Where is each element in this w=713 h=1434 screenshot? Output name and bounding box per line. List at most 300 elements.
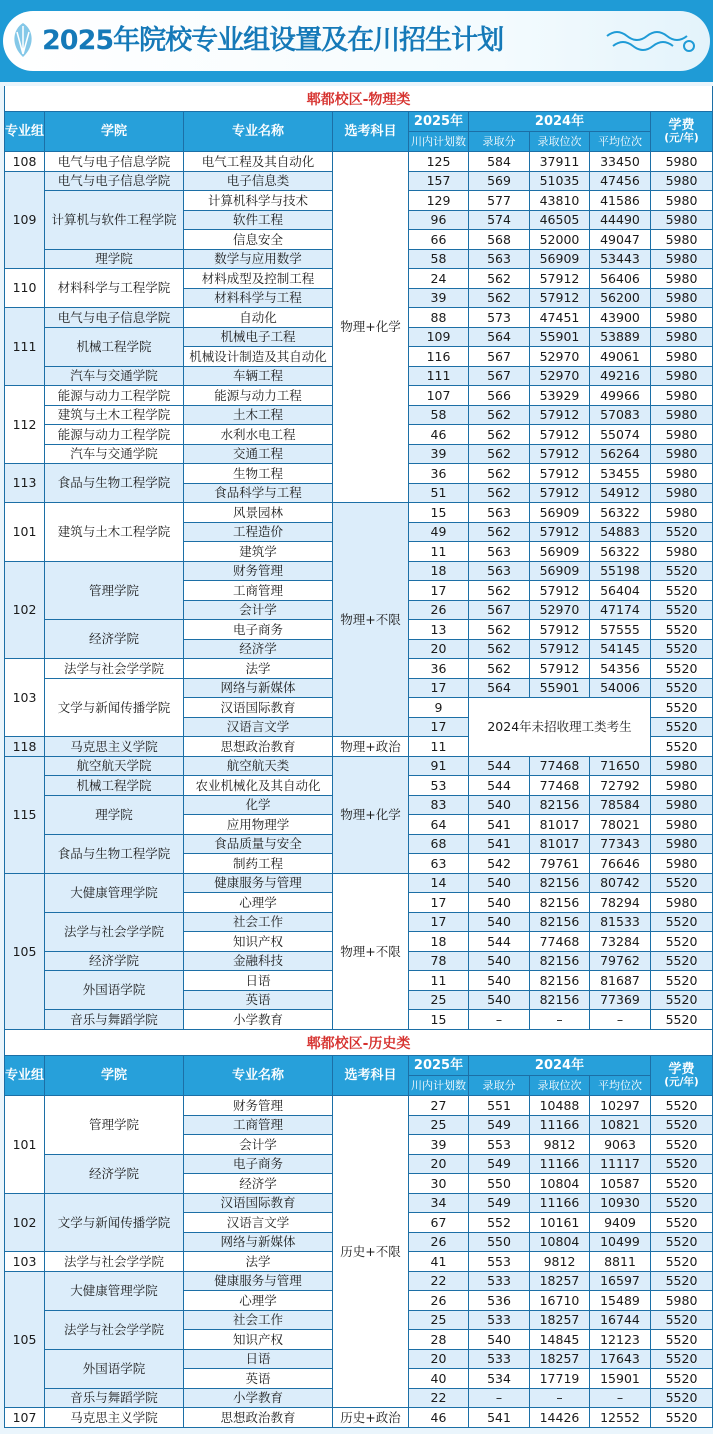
min-score: 562 [469, 406, 530, 425]
plan-count: 22 [409, 1272, 469, 1291]
title-banner [0, 0, 713, 82]
header-rank: 录取位次 [530, 132, 590, 152]
tuition-fee: 5980 [651, 445, 713, 464]
tuition-fee: 5520 [651, 1096, 713, 1116]
major-name: 制药工程 [184, 854, 333, 874]
average-rank: 78021 [590, 815, 651, 835]
min-rank: 57912 [530, 581, 590, 601]
college-name: 经济学院 [45, 1155, 184, 1194]
major-name: 车辆工程 [184, 367, 333, 386]
tuition-fee: 5980 [651, 191, 713, 211]
college-name: 机械工程学院 [45, 328, 184, 367]
major-name: 电子商务 [184, 620, 333, 640]
tuition-fee: 5520 [651, 932, 713, 952]
college-name: 食品与生物工程学院 [45, 464, 184, 503]
major-name: 电子信息类 [184, 172, 333, 191]
min-rank: 57912 [530, 484, 590, 503]
major-name: 会计学 [184, 1135, 333, 1155]
min-score: 562 [469, 445, 530, 464]
header-plan: 川内计划数 [409, 1076, 469, 1096]
college-name: 材料科学与工程学院 [45, 269, 184, 308]
average-rank: 71650 [590, 757, 651, 776]
min-rank: 79761 [530, 854, 590, 874]
major-name: 日语 [184, 1350, 333, 1369]
average-rank: 57555 [590, 620, 651, 640]
college-name: 法学与社会学学院 [45, 913, 184, 952]
major-name: 能源与动力工程 [184, 386, 333, 406]
plan-count: 17 [409, 913, 469, 932]
plan-count: 26 [409, 1233, 469, 1252]
average-rank: 10297 [590, 1096, 651, 1116]
tuition-fee: 5520 [651, 737, 713, 757]
plan-count: 83 [409, 796, 469, 815]
header-college: 学院 [45, 112, 184, 152]
college-name: 计算机与软件工程学院 [45, 191, 184, 250]
major-name: 软件工程 [184, 211, 333, 230]
min-rank: 57912 [530, 640, 590, 659]
college-name: 法学与社会学学院 [45, 1311, 184, 1350]
fee-unit: (元/年) [664, 1075, 699, 1088]
average-rank: 47174 [590, 601, 651, 620]
college-name: 管理学院 [45, 562, 184, 620]
major-name: 农业机械化及其自动化 [184, 776, 333, 796]
average-rank: 16597 [590, 1272, 651, 1291]
min-rank: 57912 [530, 289, 590, 308]
group-code: 102 [4, 562, 45, 659]
average-rank: 77343 [590, 835, 651, 854]
min-score: 562 [469, 289, 530, 308]
tuition-fee: 5980 [651, 347, 713, 367]
major-name: 生物工程 [184, 464, 333, 484]
plan-count: 15 [409, 1010, 469, 1030]
min-score: 574 [469, 211, 530, 230]
min-score: 562 [469, 659, 530, 679]
min-rank: 57912 [530, 445, 590, 464]
min-score: 563 [469, 503, 530, 523]
major-name: 会计学 [184, 601, 333, 620]
major-name: 交通工程 [184, 445, 333, 464]
subject-requirement: 物理+化学 [333, 152, 409, 503]
tuition-fee: 5980 [651, 815, 713, 835]
tuition-fee: 5980 [651, 328, 713, 347]
major-name: 社会工作 [184, 913, 333, 932]
plan-count: 28 [409, 1330, 469, 1350]
tuition-fee: 5980 [651, 484, 713, 503]
min-rank: 16710 [530, 1291, 590, 1311]
min-rank: 57912 [530, 269, 590, 289]
average-rank: 73284 [590, 932, 651, 952]
min-rank: 55901 [530, 328, 590, 347]
major-name: 健康服务与管理 [184, 1272, 333, 1291]
major-name: 知识产权 [184, 932, 333, 952]
header-2025: 2025年 [409, 112, 469, 132]
min-score: 540 [469, 1330, 530, 1350]
min-score: 568 [469, 230, 530, 250]
average-rank: 15489 [590, 1291, 651, 1311]
min-score: 540 [469, 874, 530, 893]
college-name: 能源与动力工程学院 [45, 386, 184, 406]
subject-requirement: 物理+政治 [333, 737, 409, 757]
average-rank: 56406 [590, 269, 651, 289]
college-name: 能源与动力工程学院 [45, 425, 184, 445]
college-name: 大健康管理学院 [45, 874, 184, 913]
college-name: 电气与电子信息学院 [45, 308, 184, 328]
plan-count: 17 [409, 718, 469, 737]
min-rank: 56909 [530, 562, 590, 581]
min-rank: 57912 [530, 620, 590, 640]
major-name: 汉语言文学 [184, 1213, 333, 1233]
plan-count: 109 [409, 328, 469, 347]
group-code: 115 [4, 757, 45, 874]
tuition-fee: 5520 [651, 1155, 713, 1174]
plan-count: 111 [409, 367, 469, 386]
average-rank: 11117 [590, 1155, 651, 1174]
tuition-fee: 5980 [651, 854, 713, 874]
major-name: 健康服务与管理 [184, 874, 333, 893]
header-group: 专业组 [4, 112, 45, 152]
header-avg-rank: 平均位次 [590, 132, 651, 152]
min-rank: 10488 [530, 1096, 590, 1116]
tuition-fee: 5980 [651, 757, 713, 776]
college-name: 电气与电子信息学院 [45, 152, 184, 172]
major-name: 机械电子工程 [184, 328, 333, 347]
min-rank: 77468 [530, 757, 590, 776]
plan-count: 39 [409, 289, 469, 308]
min-rank: 14426 [530, 1408, 590, 1428]
min-rank: 47451 [530, 308, 590, 328]
average-rank: 47456 [590, 172, 651, 191]
min-score: 562 [469, 523, 530, 542]
tuition-fee: 5980 [651, 835, 713, 854]
major-name: 经济学 [184, 640, 333, 659]
plan-count: 40 [409, 1369, 469, 1389]
tuition-fee: 5520 [651, 562, 713, 581]
min-score: – [469, 1010, 530, 1030]
min-rank: 82156 [530, 913, 590, 932]
min-score: 540 [469, 796, 530, 815]
average-rank: 49216 [590, 367, 651, 386]
college-name: 经济学院 [45, 620, 184, 659]
college-name: 外国语学院 [45, 1350, 184, 1389]
tuition-fee: 5520 [651, 1233, 713, 1252]
header-fee [651, 1056, 713, 1096]
average-rank: 54912 [590, 484, 651, 503]
plan-count: 24 [409, 269, 469, 289]
average-rank: 56322 [590, 503, 651, 523]
subject-requirement: 物理+化学 [333, 757, 409, 874]
major-name: 网络与新媒体 [184, 1233, 333, 1252]
tuition-fee: 5520 [651, 971, 713, 991]
min-score: – [469, 1389, 530, 1408]
college-name: 马克思主义学院 [45, 737, 184, 757]
average-rank: 43900 [590, 308, 651, 328]
college-name: 法学与社会学学院 [45, 1252, 184, 1272]
tuition-fee: 5520 [651, 874, 713, 893]
min-rank: 77468 [530, 932, 590, 952]
average-rank: 17643 [590, 1350, 651, 1369]
plan-count: 88 [409, 308, 469, 328]
group-code: 102 [4, 1194, 45, 1252]
average-rank: – [590, 1010, 651, 1030]
plan-count: 14 [409, 874, 469, 893]
min-score: 553 [469, 1252, 530, 1272]
tuition-fee: 5520 [651, 1369, 713, 1389]
tuition-fee: 5520 [651, 620, 713, 640]
plan-count: 39 [409, 445, 469, 464]
tuition-fee: 5520 [651, 1116, 713, 1135]
min-score: 584 [469, 152, 530, 172]
header-rank: 录取位次 [530, 1076, 590, 1096]
major-name: 思想政治教育 [184, 1408, 333, 1428]
average-rank: 77369 [590, 991, 651, 1010]
tuition-fee: 5520 [651, 1389, 713, 1408]
average-rank: 56404 [590, 581, 651, 601]
header-major: 专业名称 [184, 1056, 333, 1096]
fee-unit: (元/年) [664, 131, 699, 144]
tuition-fee: 5980 [651, 269, 713, 289]
college-name: 汽车与交通学院 [45, 445, 184, 464]
group-code: 101 [4, 1096, 45, 1194]
college-name: 管理学院 [45, 1096, 184, 1155]
plan-count: 15 [409, 503, 469, 523]
min-rank: 10804 [530, 1233, 590, 1252]
college-name: 航空航天学院 [45, 757, 184, 776]
min-rank: 10161 [530, 1213, 590, 1233]
average-rank: – [590, 1389, 651, 1408]
plan-count: 58 [409, 406, 469, 425]
group-code: 108 [4, 152, 45, 172]
min-rank: 82156 [530, 971, 590, 991]
average-rank: 44490 [590, 211, 651, 230]
average-rank: 79762 [590, 952, 651, 971]
average-rank: 78584 [590, 796, 651, 815]
major-name: 社会工作 [184, 1311, 333, 1330]
average-rank: 54883 [590, 523, 651, 542]
major-name: 财务管理 [184, 1096, 333, 1116]
min-score: 540 [469, 913, 530, 932]
header-group: 专业组 [4, 1056, 45, 1096]
min-score: 552 [469, 1213, 530, 1233]
tuition-fee: 5520 [651, 698, 713, 718]
min-rank: 37911 [530, 152, 590, 172]
header-score: 录取分 [469, 1076, 530, 1096]
average-rank: 49061 [590, 347, 651, 367]
group-code: 105 [4, 1272, 45, 1408]
header-2025: 2025年 [409, 1056, 469, 1076]
major-name: 食品科学与工程 [184, 484, 333, 503]
average-rank: 8811 [590, 1252, 651, 1272]
major-name: 材料成型及控制工程 [184, 269, 333, 289]
college-name: 建筑与土木工程学院 [45, 503, 184, 562]
major-name: 小学教育 [184, 1389, 333, 1408]
plan-count: 25 [409, 1116, 469, 1135]
major-name: 经济学 [184, 1174, 333, 1194]
min-rank: 17719 [530, 1369, 590, 1389]
plan-count: 17 [409, 893, 469, 913]
average-rank: 9409 [590, 1213, 651, 1233]
plan-count: 13 [409, 620, 469, 640]
section-title: 郫都校区-物理类 [4, 86, 713, 112]
tuition-fee: 5980 [651, 796, 713, 815]
min-score: 562 [469, 464, 530, 484]
tuition-fee: 5980 [651, 1291, 713, 1311]
min-rank: 82156 [530, 991, 590, 1010]
header-2024: 2024年 [469, 112, 651, 132]
min-rank: 57912 [530, 425, 590, 445]
plan-count: 41 [409, 1252, 469, 1272]
group-code: 118 [4, 737, 45, 757]
average-rank: 80742 [590, 874, 651, 893]
min-score: 533 [469, 1272, 530, 1291]
major-name: 金融科技 [184, 952, 333, 971]
plan-count: 96 [409, 211, 469, 230]
min-rank: 46505 [530, 211, 590, 230]
average-rank: 49966 [590, 386, 651, 406]
average-rank: 10821 [590, 1116, 651, 1135]
min-score: 569 [469, 172, 530, 191]
header-major: 专业名称 [184, 112, 333, 152]
average-rank: 56322 [590, 542, 651, 562]
tuition-fee: 5520 [651, 1194, 713, 1213]
min-score: 553 [469, 1135, 530, 1155]
min-score: 541 [469, 835, 530, 854]
average-rank: 33450 [590, 152, 651, 172]
min-score: 533 [469, 1311, 530, 1330]
plan-count: 66 [409, 230, 469, 250]
average-rank: 10587 [590, 1174, 651, 1194]
header-2024: 2024年 [469, 1056, 651, 1076]
min-rank: – [530, 1389, 590, 1408]
min-rank: 52970 [530, 347, 590, 367]
major-name: 工程造价 [184, 523, 333, 542]
plan-count: 30 [409, 1174, 469, 1194]
plan-count: 34 [409, 1194, 469, 1213]
plan-count: 20 [409, 1155, 469, 1174]
major-name: 汉语国际教育 [184, 698, 333, 718]
min-score: 562 [469, 581, 530, 601]
tuition-fee: 5520 [651, 1213, 713, 1233]
average-rank: 78294 [590, 893, 651, 913]
group-code: 105 [4, 874, 45, 1030]
min-score: 567 [469, 601, 530, 620]
college-name: 建筑与土木工程学院 [45, 406, 184, 425]
plan-count: 20 [409, 1350, 469, 1369]
major-name: 工商管理 [184, 1116, 333, 1135]
major-name: 知识产权 [184, 1330, 333, 1350]
average-rank: 81533 [590, 913, 651, 932]
average-rank: 81687 [590, 971, 651, 991]
tuition-fee: 5520 [651, 601, 713, 620]
plan-count: 78 [409, 952, 469, 971]
group-code: 103 [4, 1252, 45, 1272]
min-rank: 81017 [530, 815, 590, 835]
major-name: 计算机科学与技术 [184, 191, 333, 211]
group-code: 109 [4, 172, 45, 269]
tuition-fee: 5520 [651, 991, 713, 1010]
major-name: 材料科学与工程 [184, 289, 333, 308]
major-name: 水利水电工程 [184, 425, 333, 445]
min-rank: 43810 [530, 191, 590, 211]
college-name: 法学与社会学学院 [45, 659, 184, 679]
tuition-fee: 5520 [651, 640, 713, 659]
major-name: 汉语言文学 [184, 718, 333, 737]
min-score: 563 [469, 562, 530, 581]
college-name: 食品与生物工程学院 [45, 835, 184, 874]
min-score: 564 [469, 679, 530, 698]
plan-count: 20 [409, 640, 469, 659]
group-code: 107 [4, 1408, 45, 1428]
major-name: 日语 [184, 971, 333, 991]
page-title: 2025年院校专业组设置及在川招生计划 [42, 25, 504, 56]
average-rank: 12123 [590, 1330, 651, 1350]
group-code: 113 [4, 464, 45, 503]
plan-count: 125 [409, 152, 469, 172]
header-avg-rank: 平均位次 [590, 1076, 651, 1096]
min-rank: 82156 [530, 893, 590, 913]
average-rank: 56200 [590, 289, 651, 308]
major-name: 法学 [184, 1252, 333, 1272]
average-rank: 76646 [590, 854, 651, 874]
college-name: 电气与电子信息学院 [45, 172, 184, 191]
average-rank: 9063 [590, 1135, 651, 1155]
min-score: 550 [469, 1233, 530, 1252]
min-score: 562 [469, 269, 530, 289]
min-rank: – [530, 1010, 590, 1030]
tuition-fee: 5520 [651, 581, 713, 601]
subject-requirement: 物理+不限 [333, 874, 409, 1030]
major-name: 自动化 [184, 308, 333, 328]
min-rank: 56909 [530, 503, 590, 523]
tuition-fee: 5520 [651, 659, 713, 679]
min-rank: 9812 [530, 1252, 590, 1272]
tuition-fee: 5980 [651, 386, 713, 406]
plan-count: 36 [409, 659, 469, 679]
min-score: 541 [469, 815, 530, 835]
min-rank: 81017 [530, 835, 590, 854]
major-name: 信息安全 [184, 230, 333, 250]
plan-count: 25 [409, 991, 469, 1010]
min-score: 562 [469, 640, 530, 659]
plan-count: 91 [409, 757, 469, 776]
header-plan: 川内计划数 [409, 132, 469, 152]
note-no-students: 2024年未招收理工类考生 [469, 698, 651, 757]
tuition-fee: 5520 [651, 1272, 713, 1291]
major-name: 应用物理学 [184, 815, 333, 835]
min-rank: 51035 [530, 172, 590, 191]
major-name: 航空航天类 [184, 757, 333, 776]
plan-count: 51 [409, 484, 469, 503]
min-rank: 18257 [530, 1311, 590, 1330]
college-name: 音乐与舞蹈学院 [45, 1010, 184, 1030]
plan-count: 22 [409, 1389, 469, 1408]
major-name: 风景园林 [184, 503, 333, 523]
min-score: 573 [469, 308, 530, 328]
plan-count: 25 [409, 1311, 469, 1330]
header-score: 录取分 [469, 132, 530, 152]
min-rank: 56909 [530, 250, 590, 269]
average-rank: 10930 [590, 1194, 651, 1213]
average-rank: 53443 [590, 250, 651, 269]
tuition-fee: 5980 [651, 464, 713, 484]
min-score: 541 [469, 1408, 530, 1428]
plan-count: 116 [409, 347, 469, 367]
tuition-fee: 5520 [651, 1010, 713, 1030]
min-score: 566 [469, 386, 530, 406]
min-score: 540 [469, 971, 530, 991]
plan-count: 68 [409, 835, 469, 854]
plan-count: 26 [409, 601, 469, 620]
tuition-fee: 5980 [651, 211, 713, 230]
